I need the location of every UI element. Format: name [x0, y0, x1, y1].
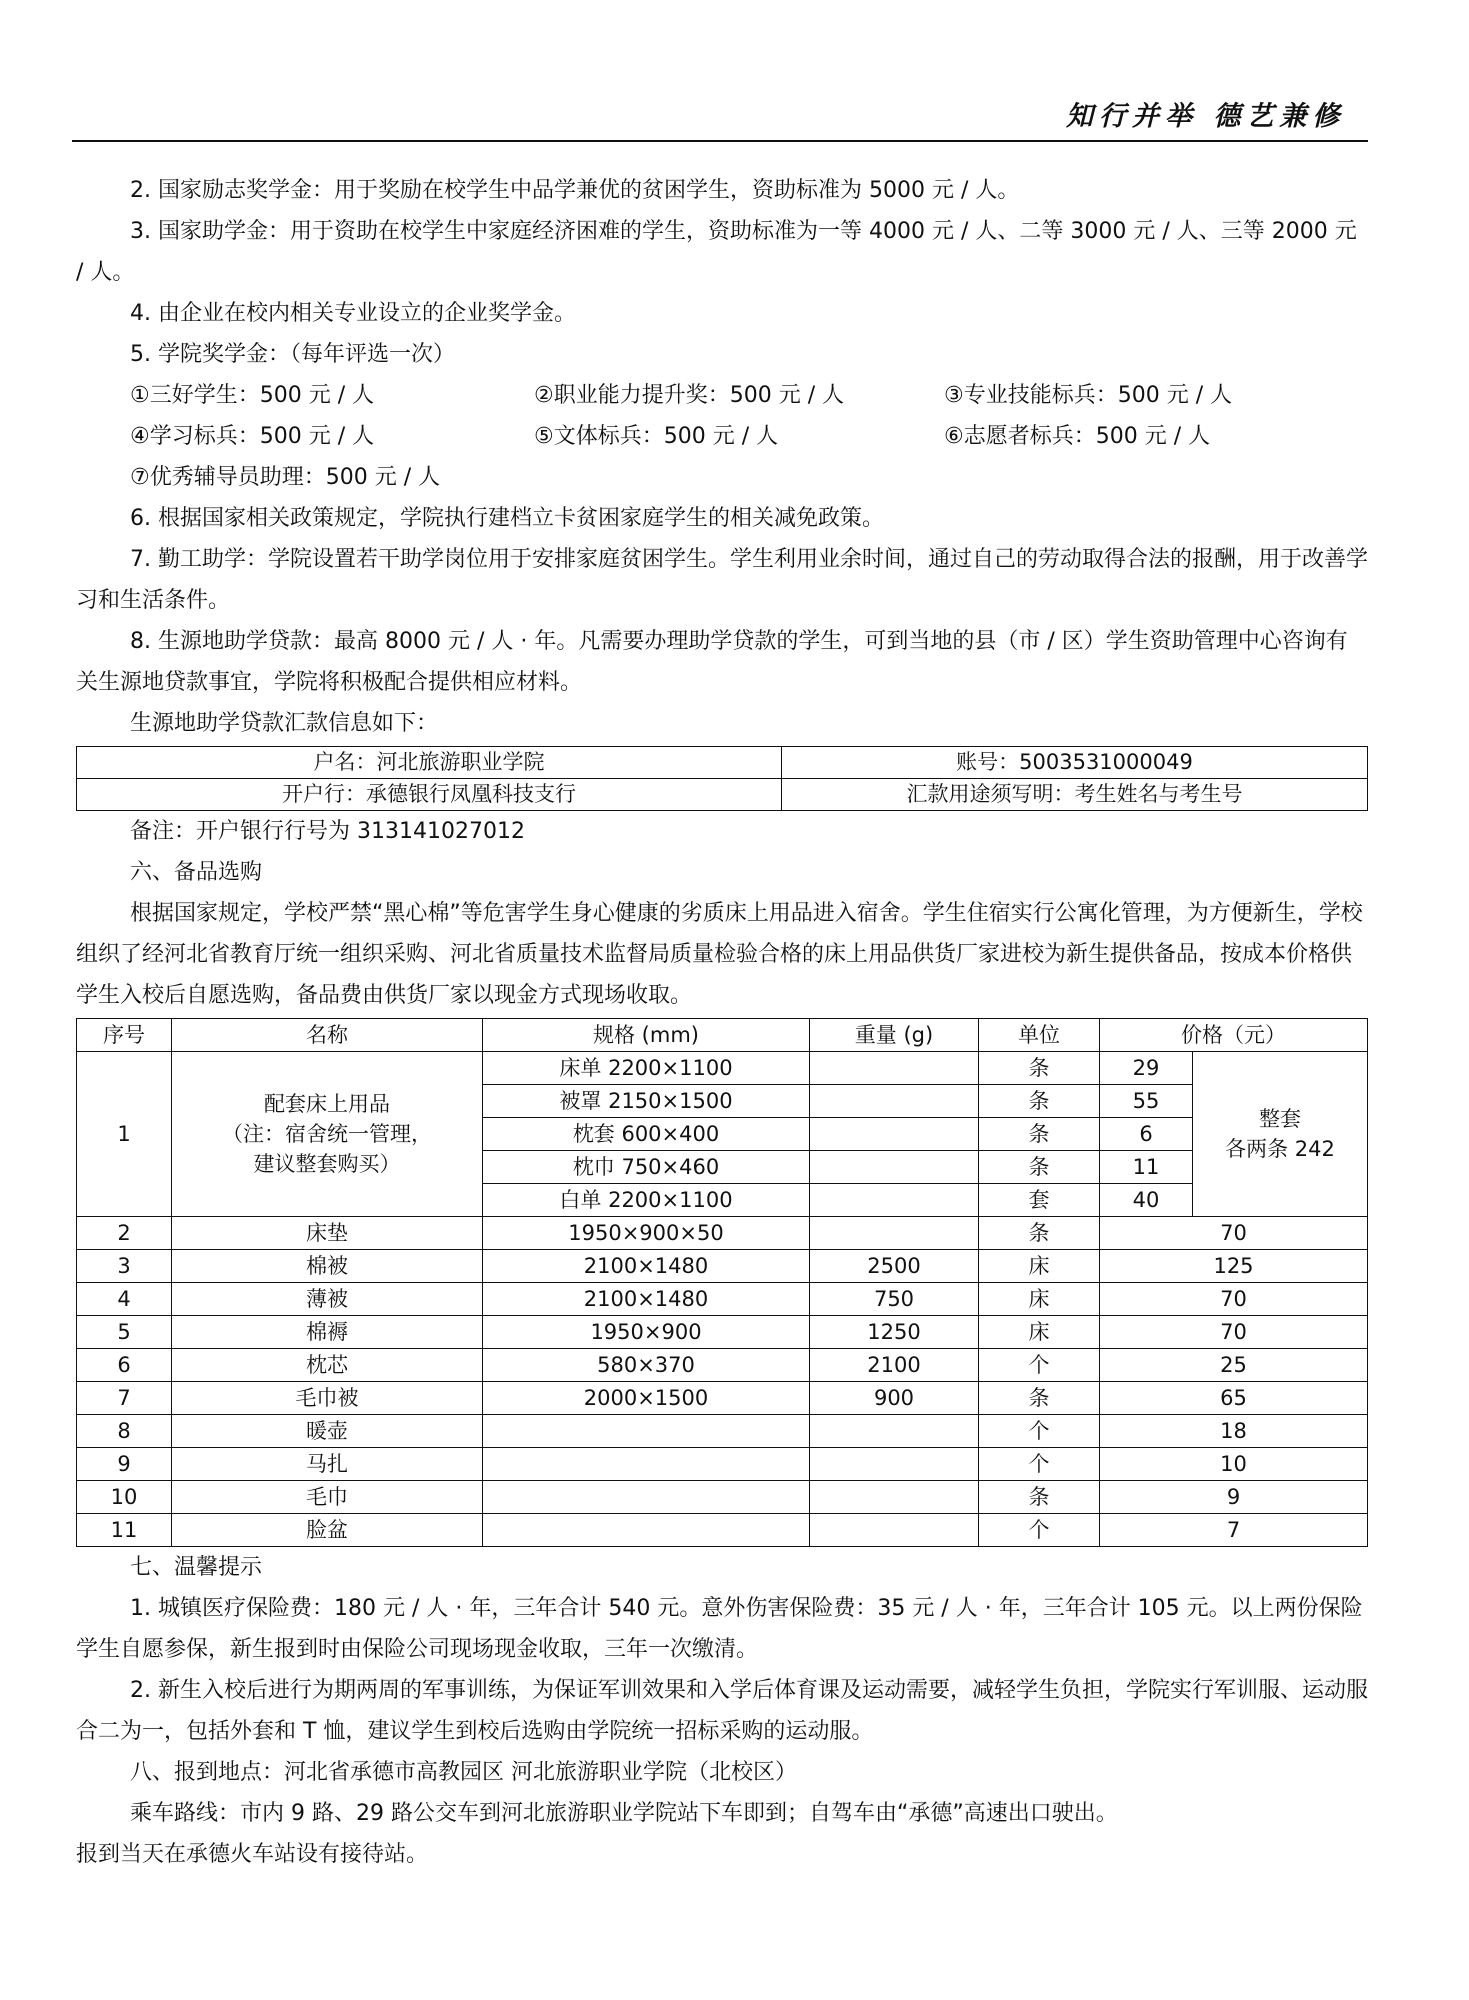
cell-spec — [483, 1415, 810, 1448]
cell-spec — [483, 1481, 810, 1514]
cell-weight — [810, 1151, 979, 1184]
cell-spec: 1950×900×50 — [483, 1217, 810, 1250]
cell-weight — [810, 1085, 979, 1118]
bank-branch: 开户行：承德银行凤凰科技支行 — [77, 779, 782, 811]
paragraph: 8. 生源地助学贷款：最高 8000 元 / 人 · 年。凡需要办理助学贷款的学生，可到当地的县（市 / 区）学生资助管理中心咨询有关生源地贷款事宜，学院将积极配合提供相应材料。 — [76, 629, 1348, 695]
cell-unit: 条 — [979, 1085, 1100, 1118]
cell-price: 18 — [1100, 1415, 1368, 1448]
cell-unit: 条 — [979, 1382, 1100, 1415]
bank-purpose: 汇款用途须写明：考生姓名与考生号 — [782, 779, 1368, 811]
cell-weight — [810, 1415, 979, 1448]
cell-weight — [810, 1217, 979, 1250]
cell-no: 6 — [77, 1349, 172, 1382]
table-row — [77, 1250, 1368, 1283]
award-item: ⑤文体标兵：500 元 / 人 — [534, 424, 779, 449]
cell-weight — [810, 1118, 979, 1151]
cell-no: 11 — [77, 1514, 172, 1547]
cell-no: 10 — [77, 1481, 172, 1514]
section-title: 八、报到地点：河北省承德市高教园区 河北旅游职业学院（北校区） — [130, 1760, 797, 1785]
table-row — [77, 1052, 1368, 1085]
cell-unit: 条 — [979, 1118, 1100, 1151]
table-row — [77, 1349, 1368, 1382]
cell-weight — [810, 1052, 979, 1085]
paragraph: 2. 新生入校后进行为期两周的军事训练，为保证军训效果和入学后体育课及运动需要，减轻学生负担，学院实行军训服、运动服合二为一，包括外套和 T 恤，建议学生到校后选购由学院统一招标采购的运动服。 — [76, 1678, 1368, 1744]
cell-no: 8 — [77, 1415, 172, 1448]
section-title: 六、备品选购 — [130, 860, 263, 885]
cell-price: 7 — [1100, 1514, 1368, 1547]
cell-no: 9 — [77, 1448, 172, 1481]
cell-price: 40 — [1100, 1184, 1193, 1217]
paragraph: 报到当天在承德火车站设有接待站。 — [76, 1842, 429, 1867]
cell-weight — [810, 1448, 979, 1481]
table-header-row — [77, 1019, 1368, 1052]
set-name-line: 配套床上用品 — [264, 1092, 390, 1116]
table-row — [77, 1514, 1368, 1547]
cell-spec: 2000×1500 — [483, 1382, 810, 1415]
cell-unit: 床 — [979, 1283, 1100, 1316]
cell-price: 65 — [1100, 1382, 1368, 1415]
cell-spec: 580×370 — [483, 1349, 810, 1382]
cell-set-total — [1193, 1052, 1368, 1217]
cell-weight — [810, 1514, 979, 1547]
award-item: ⑦优秀辅导员助理：500 元 / 人 — [130, 465, 441, 490]
cell-weight — [810, 1184, 979, 1217]
paragraph: 6. 根据国家相关政策规定，学院执行建档立卡贫困家庭学生的相关减免政策。 — [130, 506, 884, 531]
header-divider — [72, 140, 1368, 142]
cell-name: 枕芯 — [172, 1349, 483, 1382]
cell-price: 55 — [1100, 1085, 1193, 1118]
cell-unit: 条 — [979, 1481, 1100, 1514]
cell-unit: 床 — [979, 1250, 1100, 1283]
table-row — [77, 1448, 1368, 1481]
bank-account-number: 账号：5003531000049 — [782, 747, 1368, 779]
cell-unit: 个 — [979, 1415, 1100, 1448]
college-awards-list — [76, 375, 1368, 498]
column-header: 单位 — [979, 1019, 1100, 1052]
set-name-line: （注：宿舍统一管理， — [222, 1122, 432, 1146]
paragraph: 4. 由企业在校内相关专业设立的企业奖学金。 — [130, 301, 576, 326]
cell-unit: 个 — [979, 1349, 1100, 1382]
column-header: 规格 (mm) — [483, 1019, 810, 1052]
cell-unit: 条 — [979, 1052, 1100, 1085]
column-header: 序号 — [77, 1019, 172, 1052]
cell-price: 6 — [1100, 1118, 1193, 1151]
cell-unit: 个 — [979, 1514, 1100, 1547]
paragraph: 1. 城镇医疗保险费：180 元 / 人 · 年，三年合计 540 元。意外伤害保险费：35 元 / 人 · 年，三年合计 105 元。以上两份保险学生自愿参保，新生报到时由保险公司现场现金收取，三年一次缴清。 — [76, 1596, 1363, 1662]
cell-spec — [483, 1514, 810, 1547]
cell-spec: 白单 2200×1100 — [483, 1184, 810, 1217]
cell-unit: 条 — [979, 1217, 1100, 1250]
header-motto: 知行并举 德艺兼修 — [1066, 101, 1346, 132]
cell-name: 棉褥 — [172, 1316, 483, 1349]
table-row — [77, 1217, 1368, 1250]
cell-no: 2 — [77, 1217, 172, 1250]
cell-no: 7 — [77, 1382, 172, 1415]
award-item: ④学习标兵：500 元 / 人 — [130, 424, 375, 449]
cell-spec: 被罩 2150×1500 — [483, 1085, 810, 1118]
cell-set-name — [172, 1052, 483, 1217]
cell-name: 毛巾 — [172, 1481, 483, 1514]
bank-note: 备注：开户银行行号为 313141027012 — [130, 819, 525, 844]
paragraph: 乘车路线：市内 9 路、29 路公交车到河北旅游职业学院站下车即到；自驾车由“承德”高速出口驶出。 — [130, 1801, 1118, 1826]
cell-no: 1 — [77, 1052, 172, 1217]
cell-price: 70 — [1100, 1217, 1368, 1250]
cell-price: 70 — [1100, 1283, 1368, 1316]
page-content — [76, 170, 1368, 1875]
section-title: 七、温馨提示 — [130, 1555, 263, 1580]
cell-spec: 2100×1480 — [483, 1250, 810, 1283]
cell-price: 10 — [1100, 1448, 1368, 1481]
cell-unit: 个 — [979, 1448, 1100, 1481]
table-row — [77, 1283, 1368, 1316]
cell-weight: 2100 — [810, 1349, 979, 1382]
award-item: ②职业能力提升奖：500 元 / 人 — [534, 383, 845, 408]
cell-no: 5 — [77, 1316, 172, 1349]
bank-info-table — [76, 746, 1368, 811]
cell-name: 暖壶 — [172, 1415, 483, 1448]
cell-price: 25 — [1100, 1349, 1368, 1382]
paragraph: 3. 国家助学金：用于资助在校学生中家庭经济困难的学生，资助标准为一等 4000 元 / 人、二等 3000 元 / 人、三等 2000 元 / 人。 — [76, 219, 1357, 285]
cell-name: 脸盆 — [172, 1514, 483, 1547]
award-item: ③专业技能标兵：500 元 / 人 — [944, 383, 1233, 408]
cell-weight — [810, 1481, 979, 1514]
set-total-line: 整套 — [1259, 1107, 1301, 1131]
cell-name: 薄被 — [172, 1283, 483, 1316]
paragraph: 生源地助学贷款汇款信息如下： — [130, 711, 439, 736]
set-name-line: 建议整套购买） — [253, 1152, 401, 1176]
paragraph: 根据国家规定，学校严禁“黑心棉”等危害学生身心健康的劣质床上用品进入宿舍。学生住宿实行公寓化管理，为方便新生，学校组织了经河北省教育厅统一组织采购、河北省质量技术监督局质量检验合格的床上用品供货厂家进校为新生提供备品，按成本价格供学生入校后自愿选购，备品费由供货厂家以现金方式现场收取。 — [76, 901, 1363, 1008]
cell-spec: 1950×900 — [483, 1316, 810, 1349]
bank-account-name: 户名：河北旅游职业学院 — [77, 747, 782, 779]
cell-price: 9 — [1100, 1481, 1368, 1514]
cell-weight: 900 — [810, 1382, 979, 1415]
award-item: ①三好学生：500 元 / 人 — [130, 383, 375, 408]
paragraph: 7. 勤工助学：学院设置若干助学岗位用于安排家庭贫困学生。学生利用业余时间，通过自己的劳动取得合法的报酬，用于改善学习和生活条件。 — [76, 547, 1368, 613]
table-row — [77, 1415, 1368, 1448]
cell-unit: 套 — [979, 1184, 1100, 1217]
cell-spec: 2100×1480 — [483, 1283, 810, 1316]
cell-price: 29 — [1100, 1052, 1193, 1085]
column-header: 价格（元） — [1100, 1019, 1368, 1052]
cell-unit: 床 — [979, 1316, 1100, 1349]
paragraph: 2. 国家励志奖学金：用于奖励在校学生中品学兼优的贫困学生，资助标准为 5000 元 / 人。 — [130, 178, 1020, 203]
column-header: 重量 (g) — [810, 1019, 979, 1052]
cell-price: 70 — [1100, 1316, 1368, 1349]
cell-price: 125 — [1100, 1250, 1368, 1283]
cell-spec: 枕巾 750×460 — [483, 1151, 810, 1184]
set-total-line: 各两条 242 — [1225, 1137, 1335, 1161]
cell-price: 11 — [1100, 1151, 1193, 1184]
cell-spec — [483, 1448, 810, 1481]
bedding-price-table — [76, 1018, 1368, 1547]
paragraph: 5. 学院奖学金：（每年评选一次） — [130, 342, 455, 367]
cell-spec: 床单 2200×1100 — [483, 1052, 810, 1085]
cell-weight: 750 — [810, 1283, 979, 1316]
cell-no: 3 — [77, 1250, 172, 1283]
cell-name: 床垫 — [172, 1217, 483, 1250]
table-row — [77, 1481, 1368, 1514]
table-row — [77, 1316, 1368, 1349]
cell-no: 4 — [77, 1283, 172, 1316]
column-header: 名称 — [172, 1019, 483, 1052]
cell-name: 毛巾被 — [172, 1382, 483, 1415]
award-item: ⑥志愿者标兵：500 元 / 人 — [944, 424, 1211, 449]
cell-weight: 1250 — [810, 1316, 979, 1349]
table-row — [77, 1382, 1368, 1415]
cell-spec: 枕套 600×400 — [483, 1118, 810, 1151]
cell-weight: 2500 — [810, 1250, 979, 1283]
cell-name: 马扎 — [172, 1448, 483, 1481]
cell-unit: 条 — [979, 1151, 1100, 1184]
cell-name: 棉被 — [172, 1250, 483, 1283]
